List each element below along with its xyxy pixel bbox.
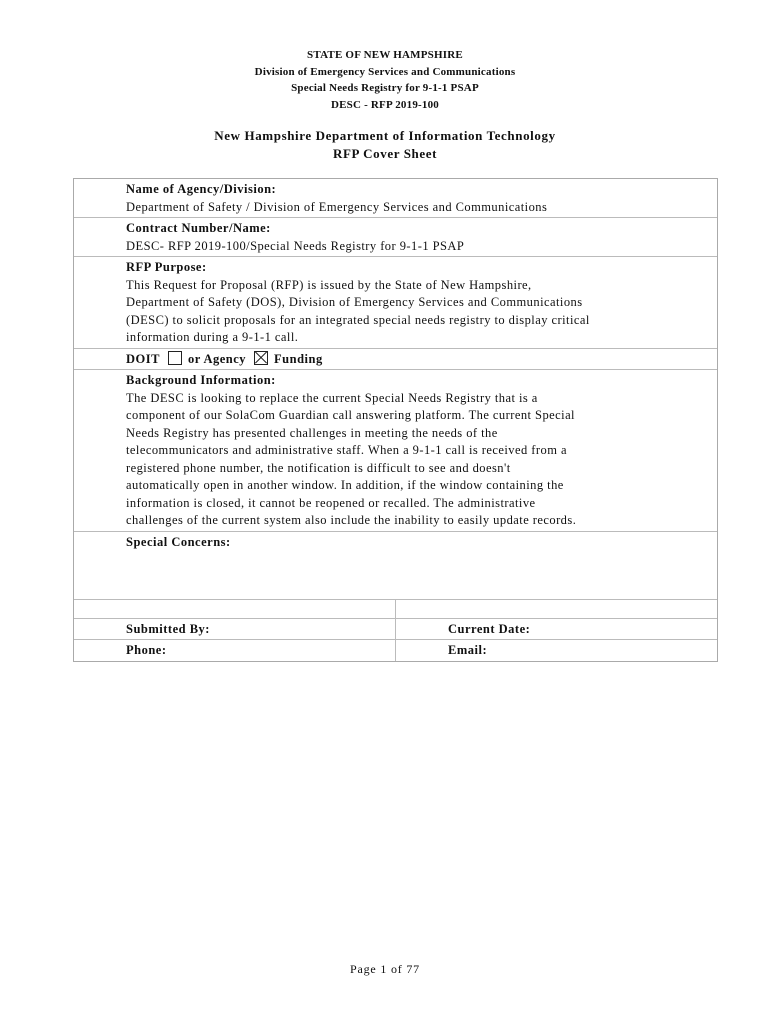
purpose-row	[74, 257, 717, 349]
background-line: component of our SolaCom Guardian call answering platform. The current Special	[126, 408, 575, 422]
purpose-line: information during a 9-1-1 call.	[126, 330, 299, 344]
header-rfp-number: DESC - RFP 2019-100	[331, 98, 439, 111]
background-row	[74, 370, 717, 532]
doit-checkbox[interactable]	[168, 351, 182, 365]
background-label: Background Information:	[126, 373, 276, 387]
background-line: automatically open in another window. In addition, if the window containing the	[126, 478, 564, 492]
purpose-line: This Request for Proposal (RFP) is issued by the State of New Hampshire,	[126, 277, 532, 292]
contract-row	[74, 218, 717, 257]
blank-row	[74, 600, 717, 619]
background-line: The DESC is looking to replace the current Special Needs Registry that is a	[126, 390, 538, 405]
header-state: STATE OF NEW HAMPSHIRE	[307, 49, 463, 61]
contact-row	[74, 640, 717, 661]
header-division: Division of Emergency Services and Communications	[254, 65, 516, 78]
agency-funding-label: or Agency	[187, 351, 247, 366]
submitted-by-label[interactable]: Submitted By:	[126, 621, 210, 636]
background-line: challenges of the current system also include the inability to easily update records.	[126, 513, 577, 527]
purpose-line: (DESC) to solicit proposals for an integrated special needs registry to display critical	[126, 312, 590, 327]
contract-value: DESC- RFP 2019-100/Special Needs Registry for 9-1-1 PSAP	[126, 238, 465, 253]
document-header	[0, 47, 770, 113]
cover-title	[0, 127, 770, 163]
title-cover-sheet: RFP Cover Sheet	[332, 146, 438, 161]
contract-label: Contract Number/Name:	[126, 221, 271, 235]
blank-cell-right[interactable]	[395, 600, 717, 618]
cover-sheet-form	[73, 178, 718, 662]
agency-label: Name of Agency/Division:	[126, 182, 277, 196]
background-line: information is closed, it cannot be reopened or recalled. The administrative	[126, 495, 536, 510]
concerns-row[interactable]	[74, 532, 717, 600]
current-date-label[interactable]: Current Date:	[395, 619, 717, 640]
header-project: Special Needs Registry for 9-1-1 PSAP	[291, 82, 479, 94]
phone-label[interactable]: Phone:	[126, 643, 167, 657]
agency-value: Department of Safety / Division of Emergency Services and Communications	[126, 199, 548, 214]
agency-checkbox[interactable]	[254, 351, 268, 365]
blank-cell-left[interactable]	[74, 600, 395, 618]
background-line: telecommunicators and administrative staff. When a 9-1-1 call is received from a	[126, 443, 567, 457]
purpose-label: RFP Purpose:	[126, 260, 207, 274]
purpose-line: Department of Safety (DOS), Division of Emergency Services and Communications	[126, 295, 583, 309]
page-number: Page 1 of 77	[350, 962, 420, 976]
background-line: registered phone number, the notification is difficult to see and doesn't	[126, 460, 511, 475]
submitted-row	[74, 619, 717, 641]
funding-label: Funding	[274, 351, 323, 366]
doit-label: DOIT	[126, 351, 160, 366]
title-department: New Hampshire Department of Information Technology	[214, 128, 556, 143]
funding-row	[74, 349, 717, 371]
background-line: Needs Registry has presented challenges in meeting the needs of the	[126, 425, 498, 440]
email-label[interactable]: Email:	[395, 640, 717, 661]
agency-row	[74, 179, 717, 218]
concerns-label: Special Concerns:	[126, 534, 231, 549]
